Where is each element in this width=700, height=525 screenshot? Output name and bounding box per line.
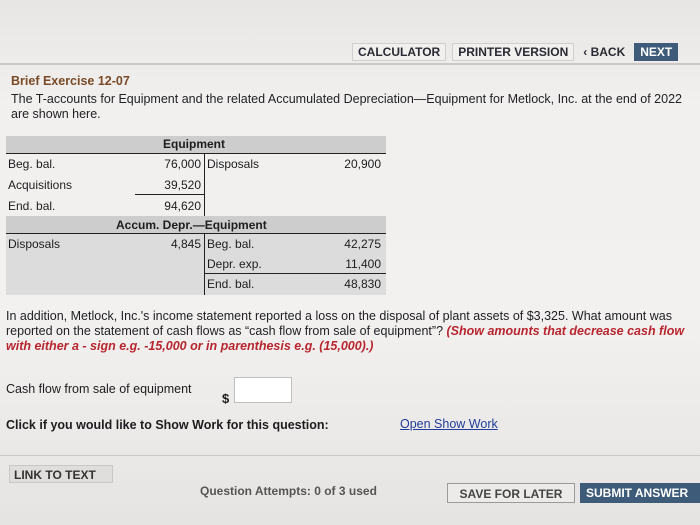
equipment-disposals-value: 20,900	[344, 157, 381, 171]
exercise-title: Brief Exercise 12-07	[11, 74, 130, 88]
accum-end-value: 48,830	[344, 277, 381, 291]
accum-top-rule	[6, 233, 386, 234]
accum-total-rule	[204, 273, 386, 274]
printer-version-button[interactable]: PRINTER VERSION	[452, 43, 574, 61]
top-nav	[352, 43, 678, 61]
question-body: In addition, Metlock, Inc.'s income statement reported a loss on the disposal of plant assets of $3,325. What amount was reported on the statement of cash flows as “cash flow from sale of equipment”?	[6, 309, 672, 338]
equipment-t-divider	[204, 153, 205, 216]
currency-symbol: $	[222, 391, 230, 406]
accum-depr-label: Depr. exp.	[207, 257, 262, 271]
equipment-disposals-label: Disposals	[207, 157, 260, 171]
equipment-top-rule	[6, 153, 386, 154]
accum-account-title: Accum. Depr.—Equipment	[116, 218, 267, 232]
equipment-acq-label: Acquisitions	[8, 178, 73, 192]
question-instruction: (Show amounts that decrease cash flow with either a - sign e.g. -15,000 or in parenthesis e.g. (15,000).)	[6, 324, 685, 353]
answer-label: Cash flow from sale of equipment	[6, 382, 192, 396]
accum-end-label: End. bal.	[207, 277, 255, 291]
equipment-beg-label: Beg. bal.	[8, 157, 56, 171]
next-button[interactable]: NEXT	[634, 43, 678, 61]
equipment-beg-value: 76,000	[164, 157, 201, 171]
save-for-later-button[interactable]: SAVE FOR LATER	[447, 483, 575, 503]
submit-answer-button[interactable]: SUBMIT ANSWER	[580, 483, 700, 503]
open-show-work-link[interactable]: Open Show Work	[400, 417, 498, 431]
question-text	[6, 309, 700, 354]
equipment-account-title: Equipment	[163, 137, 225, 151]
equipment-end-label: End. bal.	[8, 199, 56, 213]
cash-flow-input[interactable]	[234, 377, 292, 403]
attempts-counter: Question Attempts: 0 of 3 used	[200, 484, 377, 498]
accum-disposals-value: 4,845	[170, 237, 201, 251]
equipment-acq-value: 39,520	[164, 178, 201, 192]
accum-disposals-label: Disposals	[8, 237, 61, 251]
accum-beg-value: 42,275	[344, 237, 381, 251]
header-divider	[0, 63, 700, 65]
back-button[interactable]: ‹ BACK	[583, 45, 626, 59]
link-to-text-button[interactable]: LINK TO TEXT	[9, 465, 113, 483]
exercise-intro: The T-accounts for Equipment and the related Accumulated Depreciation—Equipment for Metlock, Inc. at the end of 2022 are shown here.	[11, 92, 682, 121]
equipment-total-rule	[135, 194, 204, 195]
show-work-prompt: Click if you would like to Show Work for this question:	[6, 418, 329, 432]
accum-depr-value: 11,400	[345, 257, 381, 271]
t-accounts	[5, 136, 387, 296]
equipment-end-value: 94,620	[164, 199, 201, 213]
footer-divider	[0, 455, 700, 456]
calculator-button[interactable]: CALCULATOR	[352, 43, 446, 61]
accum-t-divider	[204, 233, 205, 295]
accum-beg-label: Beg. bal.	[207, 237, 255, 251]
